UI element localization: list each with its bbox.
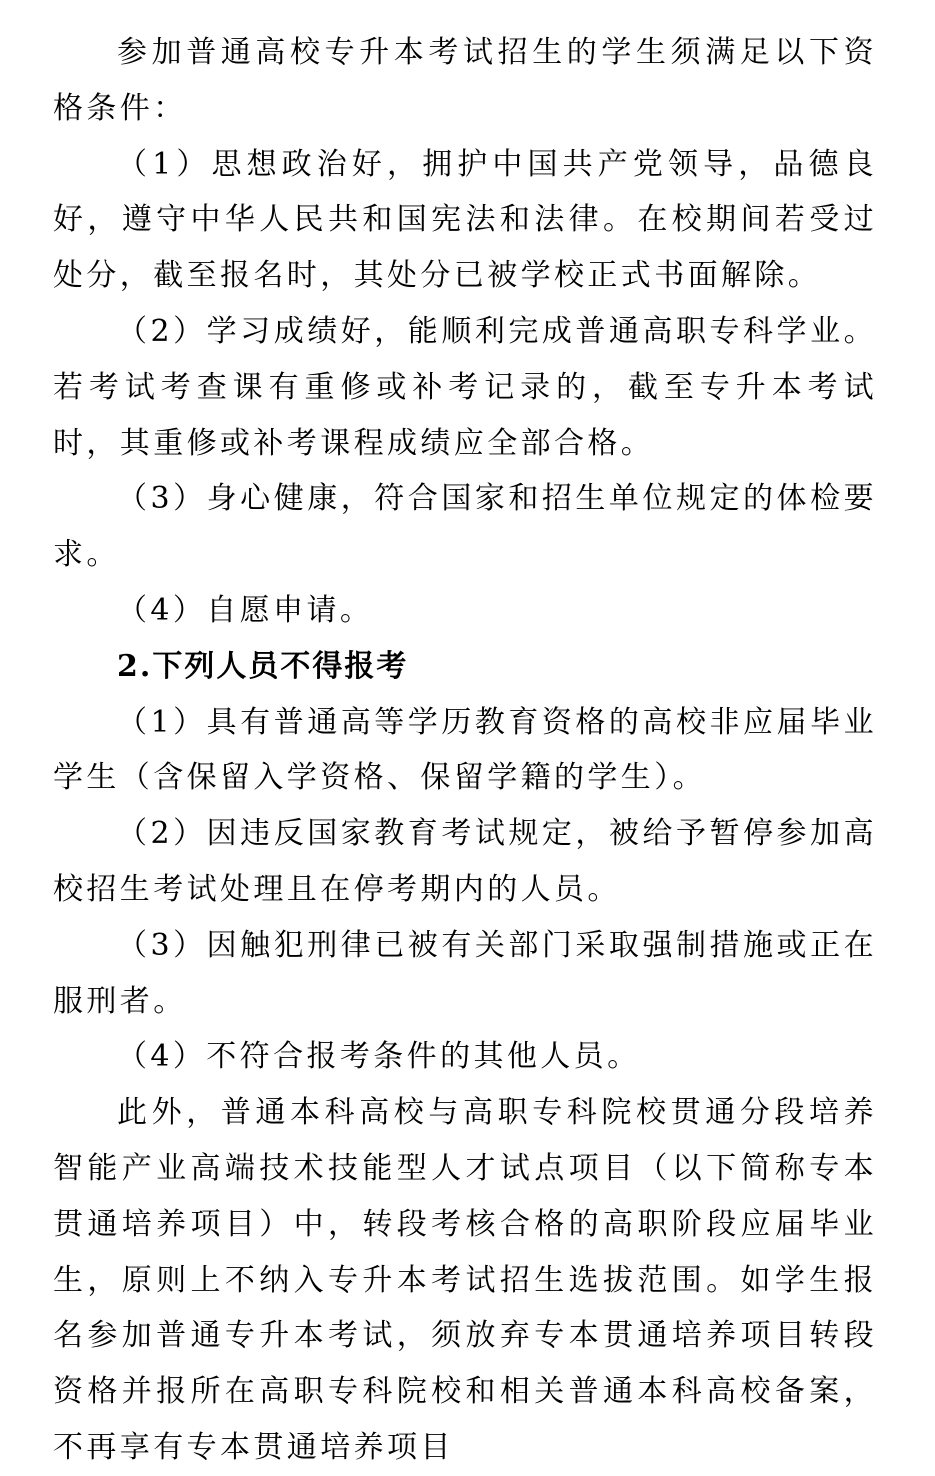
condition-2: （2）学习成绩好，能顺利完成普通高职专科学业。若考试考查课有重修或补考记录的，截至专升本考试时，其重修或补考课程成绩应全部合格。: [53, 313, 877, 461]
intro-paragraph: 参加普通高校专升本考试招生的学生须满足以下资格条件：: [53, 35, 877, 126]
condition-3: （3）身心健康，符合国家和招生单位规定的体检要求。: [53, 481, 877, 573]
document-page: [53, 25, 877, 1476]
condition-4: （4）自愿申请。: [117, 592, 374, 628]
exclusion-1: （1）具有普通高等学历教育资格的高校非应届毕业学生（含保留入学资格、保留学籍的学生）。: [53, 704, 877, 796]
closing-paragraph: 此外，普通本科高校与高职专科院校贯通分段培养智能产业高端技术技能型人才试点项目（以下简称专本贯通培养项目）中，转段考核合格的高职阶段应届毕业生，原则上不纳入专升本考试招生选拔范围。如学生报名参加普通专升本考试，须放弃专本贯通培养项目转段资格并报所在高职专科院校和相关普通本科高校备案，不再享有专本贯通培养项目: [53, 1095, 877, 1465]
section-heading: 2.下列人员不得报考: [117, 648, 409, 684]
exclusion-2: （2）因违反国家教育考试规定，被给予暂停参加高校招生考试处理且在停考期内的人员。: [53, 816, 877, 907]
condition-1: （1）思想政治好，拥护中国共产党领导，品德良好，遵守中华人民共和国宪法和法律。在校期间若受过处分，截至报名时，其处分已被学校正式书面解除。: [53, 146, 877, 294]
exclusion-4: （4）不符合报考条件的其他人员。: [117, 1039, 641, 1075]
exclusion-3: （3）因触犯刑律已被有关部门采取强制措施或正在服刑者。: [53, 927, 877, 1019]
